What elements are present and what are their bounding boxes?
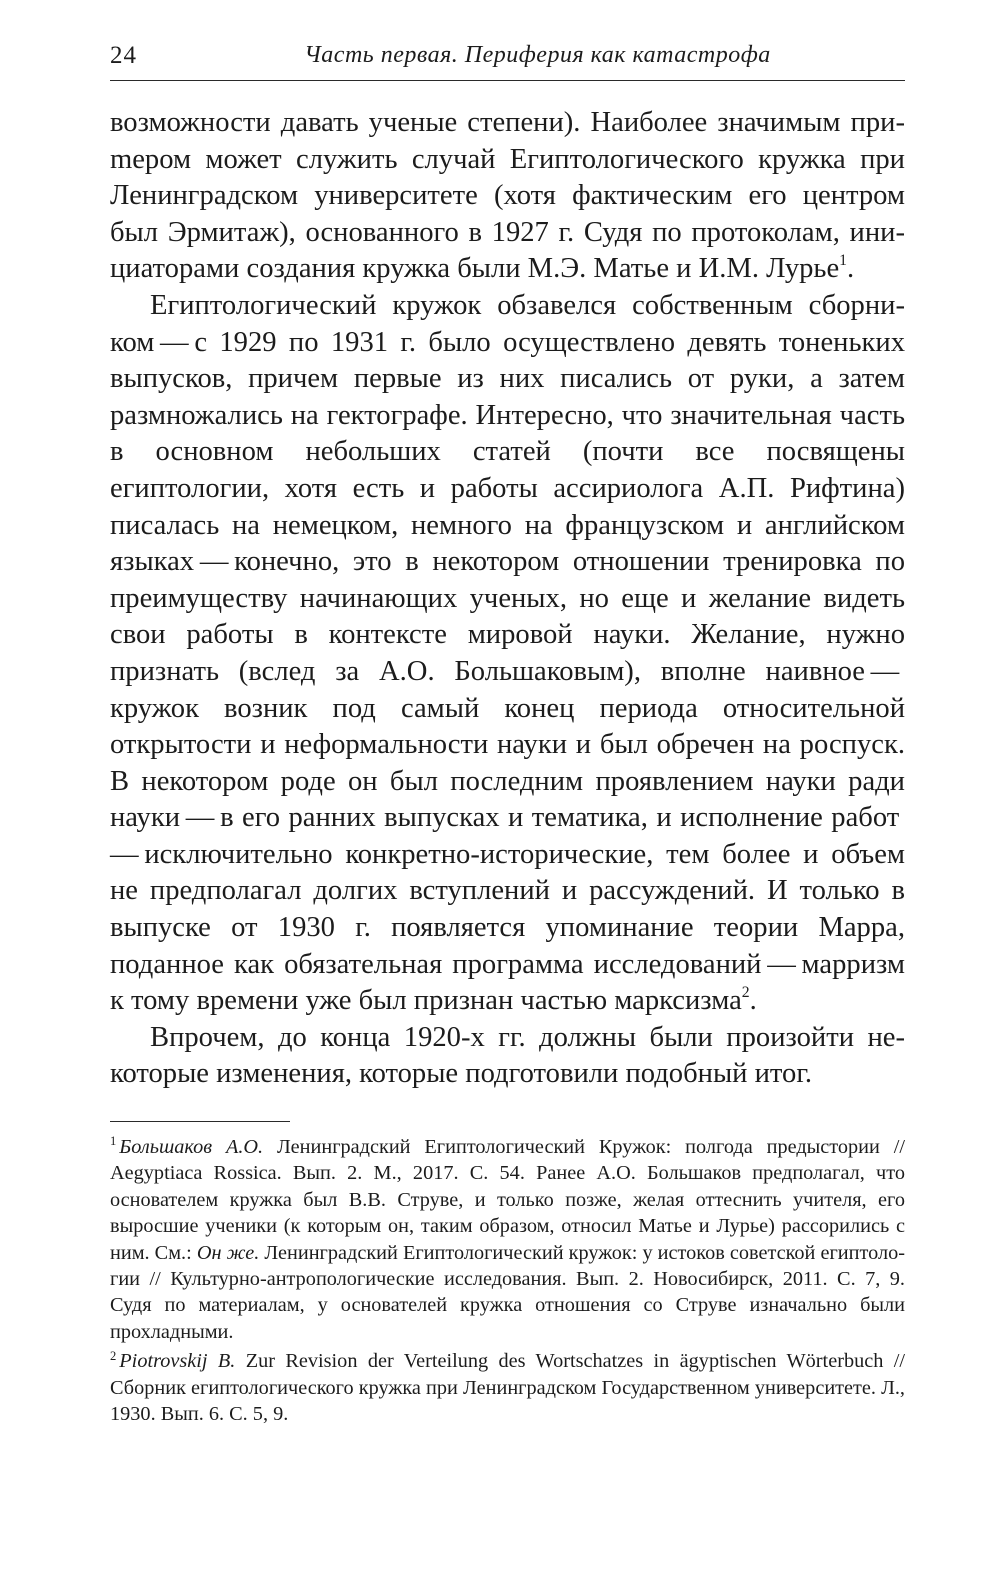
footnote-1-ibid: Он же. bbox=[196, 1241, 260, 1264]
footnote-1-text: Ленинградский Египтологический Кружок: полгода предыстории // Aegyptiaca Rossica. Вып. 2. М., 2017. С. 54. Ранее А.О. Большаков предполагал, что основателем кружка был В.В. Струве, и только позже, желая оттеснить учителя, его выросшие ученики (к которым он, таким образом, относил Матье и Лурье) рассорились с ним. См.: bbox=[110, 1136, 905, 1264]
footnote-2-number: 2 bbox=[110, 1348, 117, 1363]
footnote-2-author: Piotrovskij B. bbox=[119, 1350, 236, 1373]
paragraph-2-tail: . bbox=[749, 985, 757, 1017]
main-text bbox=[110, 105, 905, 1093]
footnote-2 bbox=[110, 1348, 905, 1427]
footnote-ref-1[interactable]: 1 bbox=[839, 252, 848, 270]
paragraph-2 bbox=[110, 288, 905, 1020]
page-number: 24 bbox=[110, 42, 137, 69]
paragraph-3-text: Впрочем, до конца 1920-х гг. должны были произойти некоторые изменения, которые подготовили подобный итог. bbox=[110, 1021, 905, 1090]
paragraph-1-text: возможности давать ученые степени). Наиболее значимым приmером может служить случай Египтологического кружка при Ленинградском университете (хотя фактическим его центром был Эрмитаж), основанного в 1927 г. Судя по протоколам, инициаторами создания кружка были М.Э. Матье и И.М. Лурье bbox=[110, 107, 905, 285]
footnote-1-number: 1 bbox=[110, 1134, 117, 1149]
section-title: Часть первая. Периферия как катастрофа bbox=[304, 42, 771, 68]
footnote-divider bbox=[110, 1121, 290, 1122]
footnote-1-author: Большаков А.О. bbox=[119, 1136, 264, 1159]
footnote-1-text-continued: Ленинградский Египтологический кружок: у истоков советской египтологии // Культурно-антропологические исследования. Вып. 2. Новосибирск, 2011. С. 7, 9. Судя по материалам, у основателей кружка отношения со Струве изначально были прохладными. bbox=[110, 1241, 905, 1343]
running-head bbox=[110, 40, 905, 81]
footnote-1 bbox=[110, 1134, 905, 1345]
footnote-2-text: Zur Revision der Verteilung des Wortschatzes in ägyptischen Wörterbuch // Сборник египтологического кружка при Ленинградском Государственном университете. Л., 1930. Вып. 6. С. 5, 9. bbox=[110, 1350, 905, 1426]
paragraph-1-tail: . bbox=[847, 253, 855, 285]
footnotes bbox=[110, 1134, 905, 1427]
paragraph-3 bbox=[110, 1020, 905, 1093]
paragraph-2-text: Египтологический кружок обзавелся собственным сборником — с 1929 по 1931 г. было осуществлено девять тоненьких выпусков, причем первые из них писались от руки, а затем размножались на гектографе. Интересно, что значительная часть в основном небольших статей (почти все посвящены египтологии, хотя есть и работы ассириолога А.П. Рифтина) писалась на немецком, немного на французском и английском языках — конечно, это в некотором отношении тренировка по преимуществу начинающих ученых, но еще и желание видеть свои работы в контексте мировой науки. Желание, нужно признать (вслед за А.О. Большаковым), вполне наивное — кружок возник под самый конец периода относительной открытости и неформальности науки и был обречен на роспуск. В некотором роде он был последним проявлением науки ради науки — в его ранних выпусках и тематика, и исполнение работ — исключительно конкретно-исторические, тем более и объем не предполагал долгих вступлений и рассуждений. И только в выпуске от 1930 г. появляется упоминание теории Марра, поданное как обязательная программа исследований — марризм к тому времени уже был признан частью марксизма bbox=[110, 289, 905, 1017]
book-page bbox=[110, 40, 905, 1431]
paragraph-1 bbox=[110, 105, 905, 288]
footnote-ref-2[interactable]: 2 bbox=[741, 984, 750, 1002]
